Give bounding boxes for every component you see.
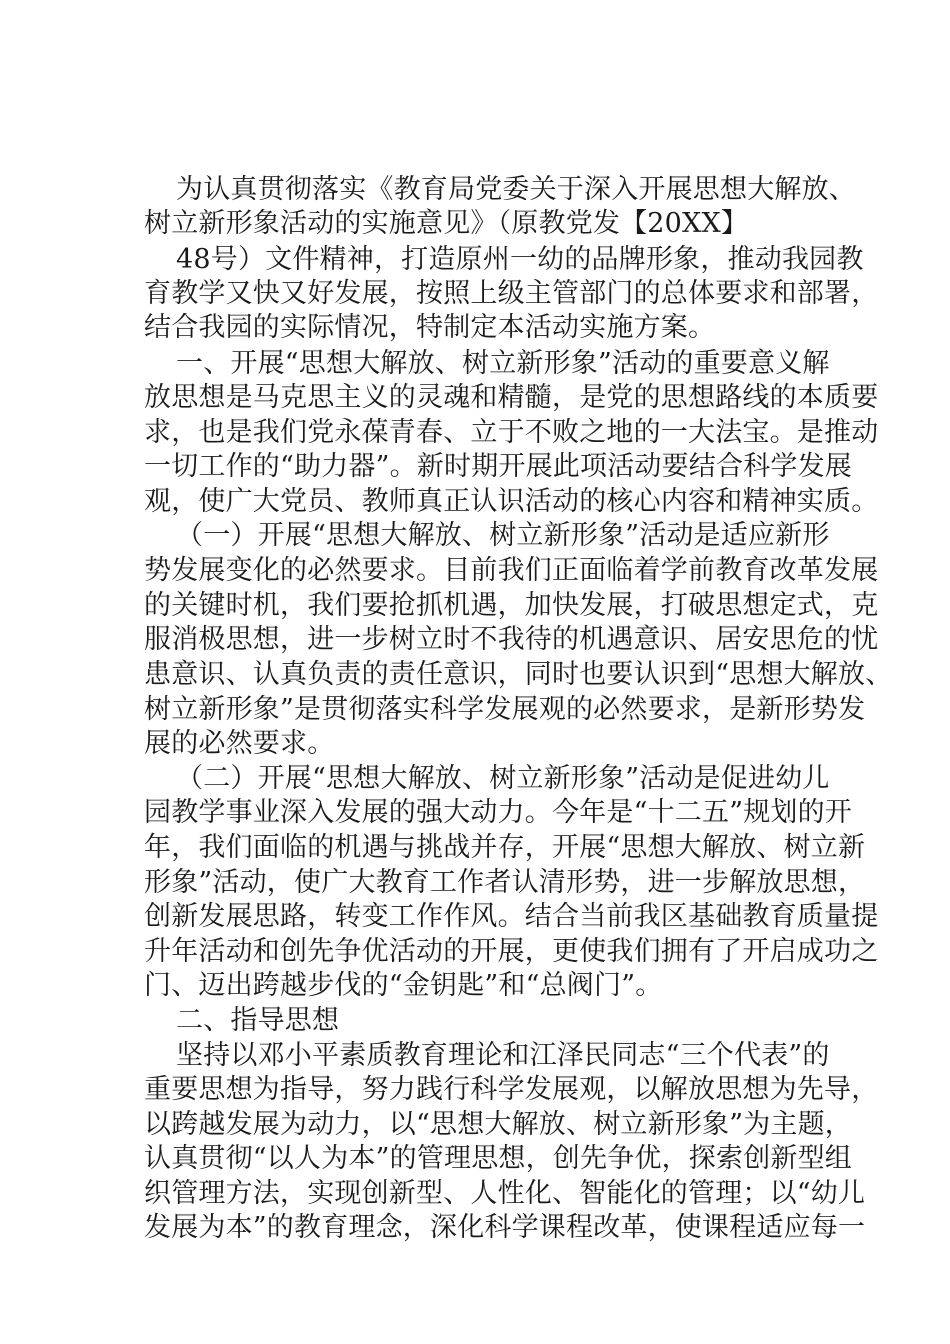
subsection-heading: （一）开展“思想大解放、树立新形象”活动是适应新形 <box>176 520 830 551</box>
text-line: 认真贯彻“以人为本”的管理思想，创先争优，探索创新型组 <box>144 1143 853 1174</box>
text-line: 织管理方法，实现创新型、人性化、智能化的管理；以“幼儿 <box>144 1178 866 1209</box>
text-line: 升年活动和创先争优活动的开展，更使我们拥有了开启成功之 <box>144 936 879 967</box>
text-line: 放思想是马克思主义的灵魂和精髓，是党的思想路线的本质要 <box>144 382 879 413</box>
text-line: 观，使广大党员、教师真正认识活动的核心内容和精神实质。 <box>144 486 879 517</box>
text-line: 重要思想为指导，努力践行科学发展观，以解放思想为先导， <box>144 1074 879 1105</box>
text-line: 展的必然要求。 <box>144 728 335 759</box>
text-line: 的关键时机，我们要抢抓机遇，加快发展，打破思想定式，克 <box>144 590 879 621</box>
subsection-heading: （二）开展“思想大解放、树立新形象”活动是促进幼儿 <box>176 763 830 794</box>
text-line: 为认真贯彻落实《教育局党委关于深入开展思想大解放、 <box>176 174 856 205</box>
text-line: 年，我们面临的机遇与挑战并存，开展“思想大解放、树立新 <box>144 832 866 863</box>
text-line: 树立新形象活动的实施意见》（原教党发【20XX】 <box>144 208 749 239</box>
text-line: 形象”活动，使广大教育工作者认清形势，进一步解放思想， <box>144 867 866 898</box>
text-line: 势发展变化的必然要求。目前我们正面临着学前教育改革发展 <box>144 555 879 586</box>
text-line: 48号）文件精神，打造原州一幼的品牌形象，推动我园教 <box>176 244 864 275</box>
section-heading: 二、指导思想 <box>176 1005 340 1036</box>
text-line: 育教学又快又好发展，按照上级主管部门的总体要求和部署， <box>144 278 879 309</box>
text-line: 园教学事业深入发展的强大动力。今年是“十二五”规划的开 <box>144 797 853 828</box>
text-line: 创新发展思路，转变工作作风。结合当前我区基础教育质量提 <box>144 901 879 932</box>
text-line: 树立新形象”是贯彻落实科学发展观的必然要求，是新形势发 <box>144 694 866 725</box>
text-line: 发展为本”的教育理念，深化科学课程改革，使课程适应每一 <box>144 1212 866 1243</box>
text-line: 求，也是我们党永葆青春、立于不败之地的一大法宝。是推动 <box>144 417 879 448</box>
text-line: 服消极思想，进一步树立时不我待的机遇意识、居安思危的忧 <box>144 624 879 655</box>
text-line: 坚持以邓小平素质教育理论和江泽民同志“三个代表”的 <box>176 1040 830 1071</box>
section-heading: 一、开展“思想大解放、树立新形象”活动的重要意义解 <box>176 348 830 379</box>
text-line: 患意识、认真负责的责任意识，同时也要认识到“思想大解放、 <box>144 659 893 690</box>
text-line: 结合我园的实际情况，特制定本活动实施方案。 <box>144 312 716 343</box>
text-line: 以跨越发展为动力，以“思想大解放、树立新形象”为主题， <box>144 1109 853 1140</box>
text-line: 一切工作的“助力器”。新时期开展此项活动要结合科学发展 <box>144 451 853 482</box>
text-line: 门、迈出跨越步伐的“金钥匙”和“总阀门”。 <box>144 970 663 1001</box>
